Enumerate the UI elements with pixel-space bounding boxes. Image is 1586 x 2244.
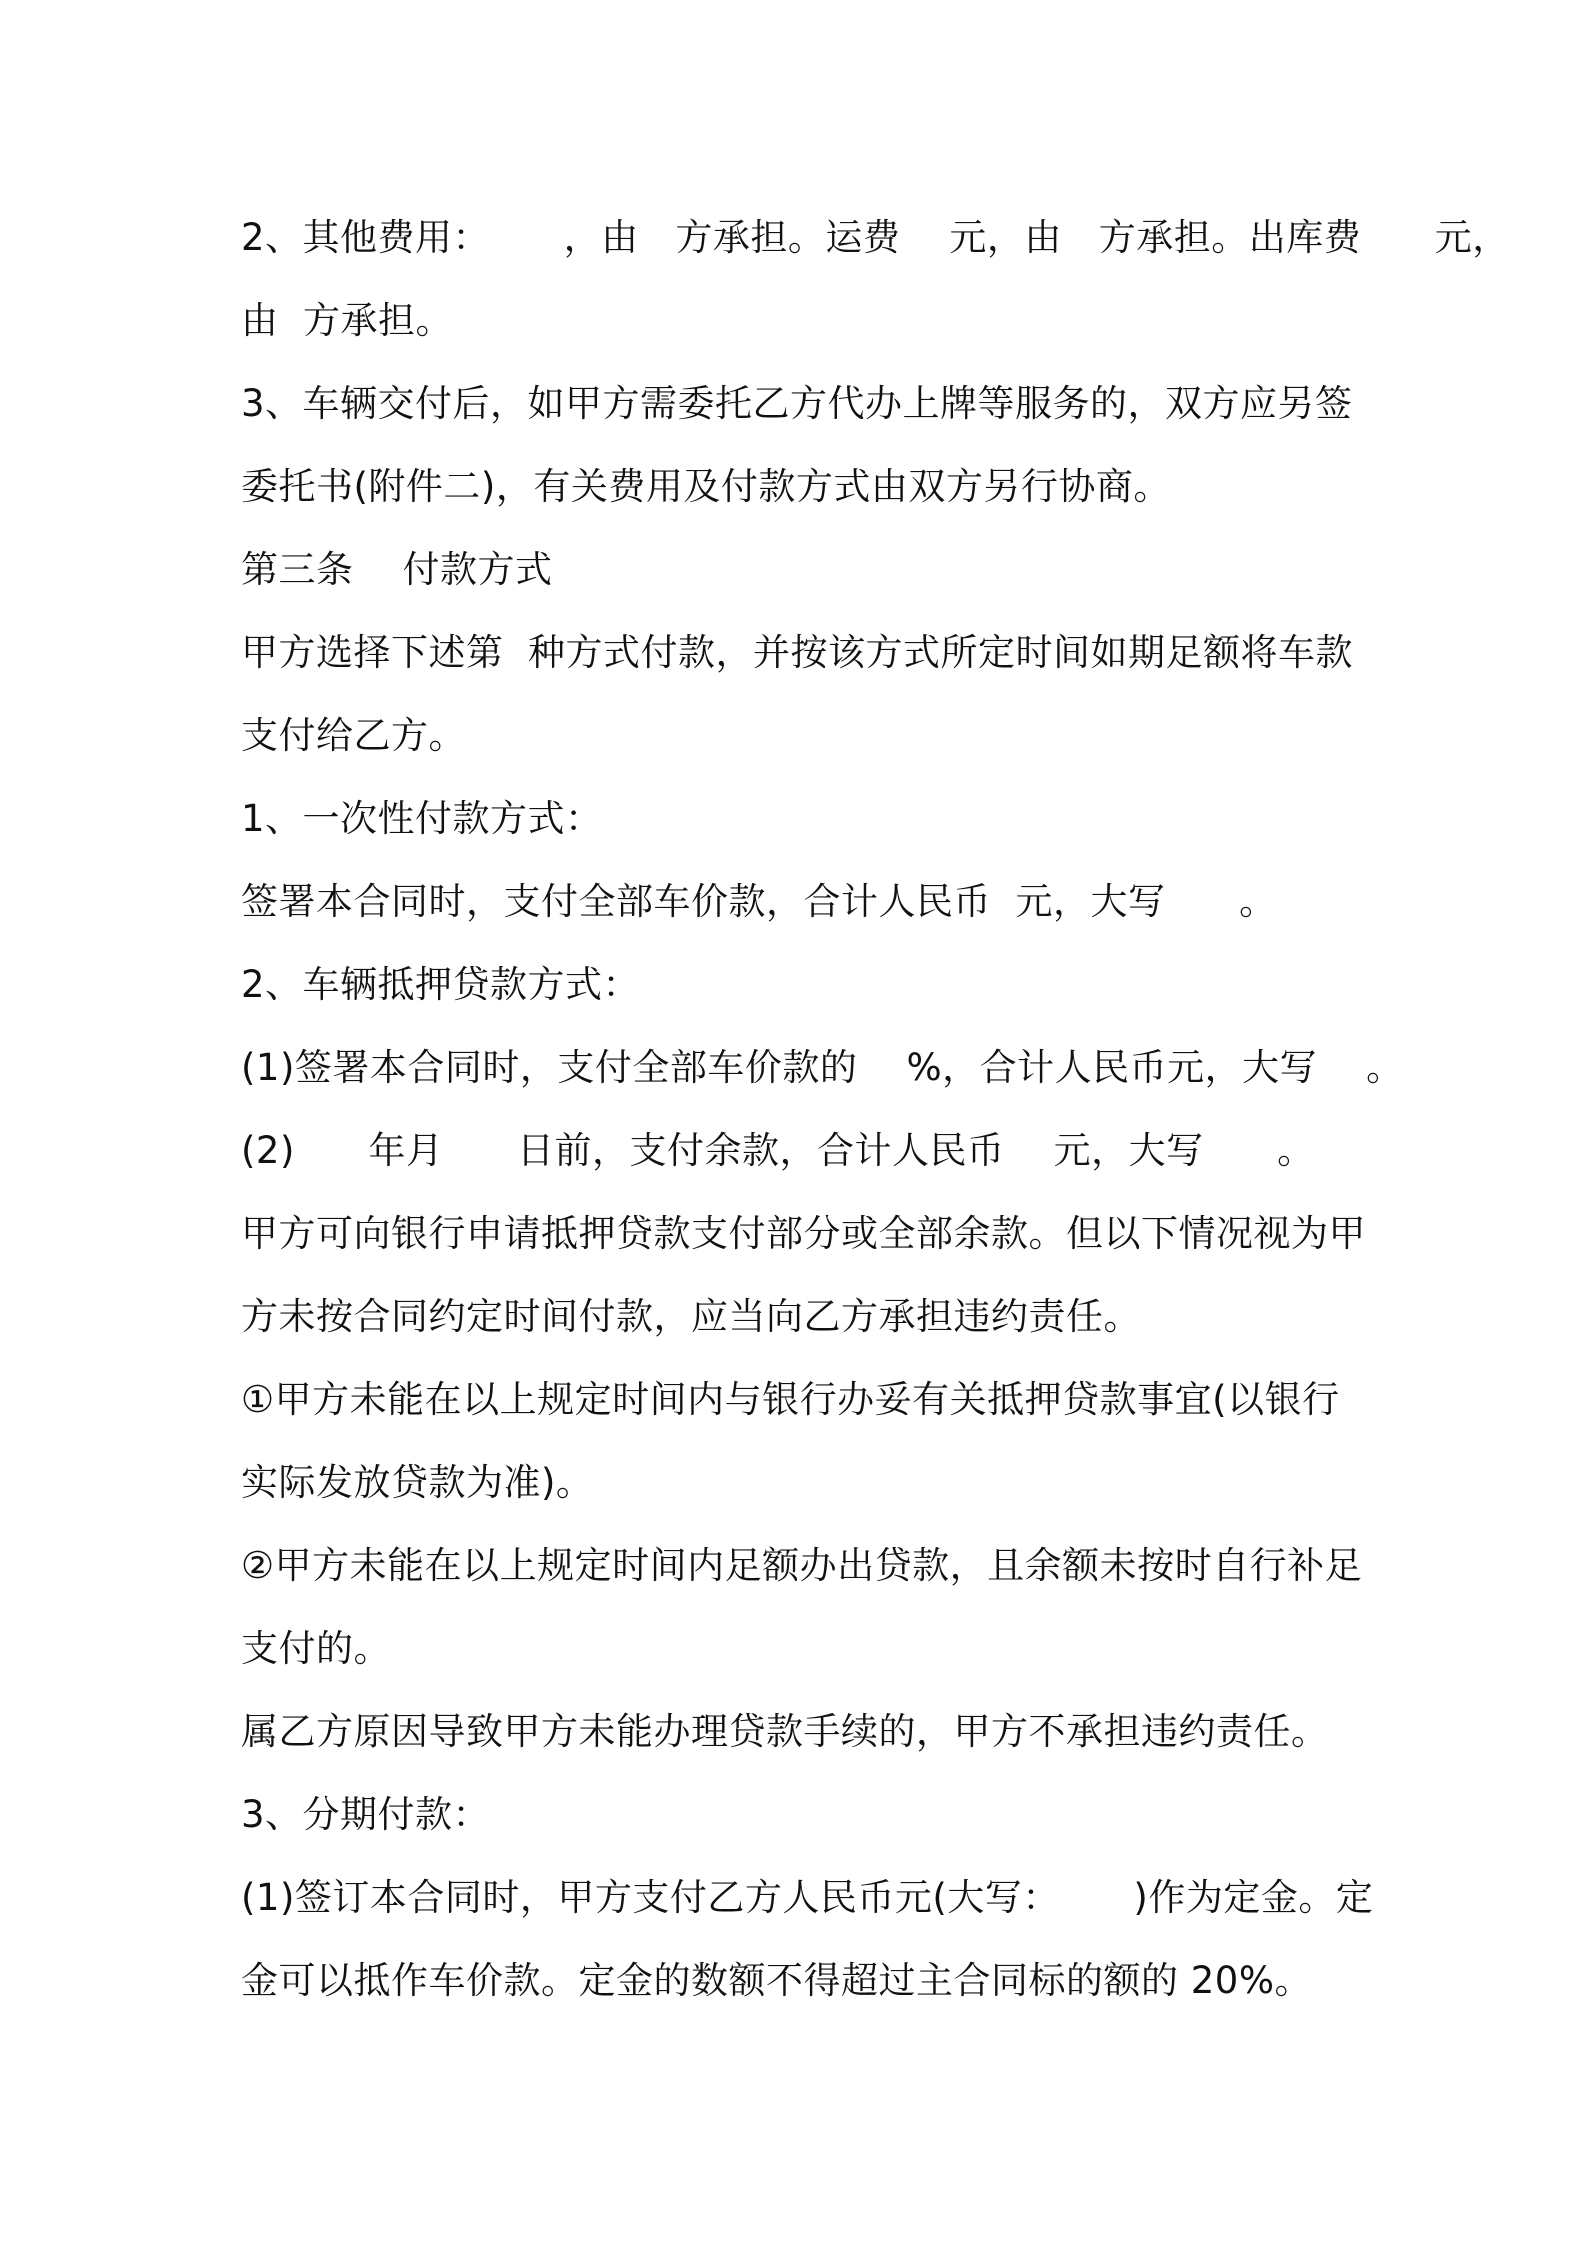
text-line: 3、分期付款： (241, 1793, 491, 1836)
section-heading: 第三条 付款方式 (241, 548, 553, 591)
text-line: 方未按合同约定时间付款，应当向乙方承担违约责任。 (241, 1295, 1141, 1338)
text-line: 签署本合同时，支付全部车价款，合计人民币 元，大写 。 (241, 880, 1277, 923)
text-line: 1、一次性付款方式： (241, 797, 603, 840)
text-line: ②甲方未能在以上规定时间内足额办出贷款，且余额未按时自行补足 (241, 1544, 1363, 1587)
text-line: 甲方选择下述第 种方式付款，并按该方式所定时间如期足额将车款 (241, 631, 1354, 674)
text-line: 甲方可向银行申请抵押贷款支付部分或全部余款。但以下情况视为甲 (241, 1212, 1366, 1255)
text-line: 支付的。 (241, 1627, 391, 1670)
text-line: ①甲方未能在以上规定时间内与银行办妥有关抵押贷款事宜(以银行 (241, 1378, 1340, 1421)
text-line: 委托书(附件二)，有关费用及付款方式由双方另行协商。 (241, 465, 1171, 508)
text-line: (1)签署本合同时，支付全部车价款的 %，合计人民币元，大写 。 (241, 1046, 1404, 1089)
text-line: 3、车辆交付后，如甲方需委托乙方代办上牌等服务的，双方应另签 (241, 382, 1353, 425)
text-line: 2、其他费用： ，由 方承担。运费 元，由 方承担。出库费 元， (241, 216, 1510, 259)
text-line: (1)签订本合同时，甲方支付乙方人民币元(大写： )作为定金。定 (241, 1876, 1374, 1919)
text-line: 支付给乙方。 (241, 714, 466, 757)
text-line: (2) 年月 日前，支付余款，合计人民币 元，大写 。 (241, 1129, 1315, 1172)
text-line: 实际发放贷款为准)。 (241, 1461, 594, 1504)
text-line: 属乙方原因导致甲方未能办理贷款手续的，甲方不承担违约责任。 (241, 1710, 1329, 1753)
document-body (241, 196, 1510, 2022)
text-line: 2、车辆抵押贷款方式： (241, 963, 641, 1006)
text-line: 金可以抵作车价款。定金的数额不得超过主合同标的额的 20%。 (241, 1959, 1312, 2002)
text-line: 由 方承担。 (241, 299, 454, 342)
